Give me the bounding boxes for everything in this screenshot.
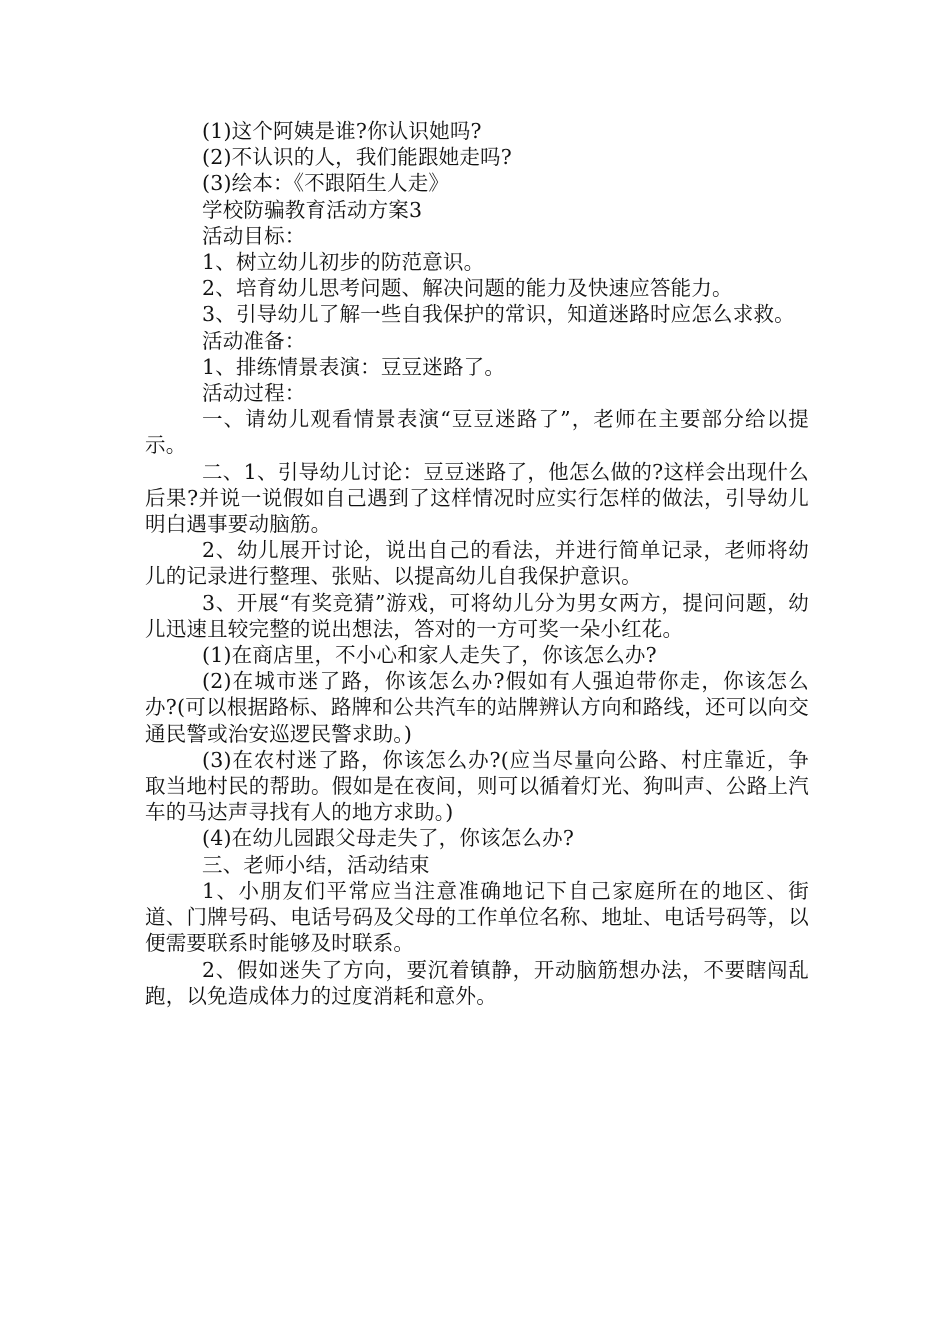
quiz-question-2: (2)在城市迷了路，你该怎么办?假如有人强迫带你走，你该怎么办?(可以根据路标、路牌和公共汽车的站牌辨认方向和路线，还可以向交通民警或治安巡逻民警求助。) bbox=[145, 669, 809, 746]
process-step-2-3: 3、开展“有奖竞猜”游戏，可将幼儿分为男女两方，提问问题，幼儿迅速且较完整的说出想法，答对的一方可奖一朵小红花。 bbox=[145, 590, 809, 641]
goal-item-2: 2、培育幼儿思考问题、解决问题的能力及快速应答能力。 bbox=[202, 276, 733, 301]
process-step-2-2: 2、幼儿展开讨论，说出自己的看法，并进行简单记录，老师将幼儿的记录进行整理、张贴、以提高幼儿自我保护意识。 bbox=[145, 538, 809, 589]
heading-activity-process: 活动过程： bbox=[202, 381, 306, 406]
heading-activity-goals: 活动目标： bbox=[202, 223, 306, 248]
paragraph-question-1: (1)这个阿姨是谁?你认识她吗? bbox=[202, 119, 482, 143]
quiz-question-1: (1)在商店里，不小心和家人走失了，你该怎么办? bbox=[202, 643, 657, 668]
summary-item-2: 2、假如迷失了方向，要沉着镇静，开动脑筋想办法，不要瞎闯乱跑，以免造成体力的过度消耗和意外。 bbox=[145, 957, 809, 1008]
document-page bbox=[145, 118, 809, 1009]
heading-activity-preparation: 活动准备： bbox=[202, 328, 306, 353]
summary-item-1: 1、小朋友们平常应当注意准确地记下自己家庭所在的地区、街道、门牌号码、电话号码及父母的工作单位名称、地址、电话号码等，以便需要联系时能够及时联系。 bbox=[145, 878, 809, 956]
process-step-3: 三、老师小结，活动结束 bbox=[202, 852, 430, 877]
process-step-2-1: 二、1、引导幼儿讨论：豆豆迷路了，他怎么做的?这样会出现什么后果?并说一说假如自己遇到了这样情况时应实行怎样的做法，引导幼儿明白遇事要动脑筋。 bbox=[145, 459, 809, 537]
quiz-question-4: (4)在幼儿园跟父母走失了，你该怎么办? bbox=[202, 826, 575, 851]
process-step-1: 一、请幼儿观看情景表演“豆豆迷路了”，老师在主要部分给以提示。 bbox=[145, 407, 809, 458]
paragraph-picture-book: (3)绘本：《不跟陌生人走》 bbox=[202, 171, 450, 196]
paragraph-question-2: (2)不认识的人，我们能跟她走吗? bbox=[202, 145, 512, 170]
section-title: 学校防骗教育活动方案3 bbox=[202, 197, 423, 222]
preparation-item-1: 1、排练情景表演：豆豆迷路了。 bbox=[202, 354, 506, 379]
goal-item-3: 3、引导幼儿了解一些自我保护的常识，知道迷路时应怎么求救。 bbox=[202, 302, 795, 327]
goal-item-1: 1、树立幼儿初步的防范意识。 bbox=[202, 250, 485, 275]
quiz-question-3: (3)在农村迷了路，你该怎么办?(应当尽量向公路、村庄靠近，争取当地村民的帮助。假如是在夜间，则可以循着灯光、狗叫声、公路上汽车的马达声寻找有人的地方求助。) bbox=[145, 747, 809, 825]
